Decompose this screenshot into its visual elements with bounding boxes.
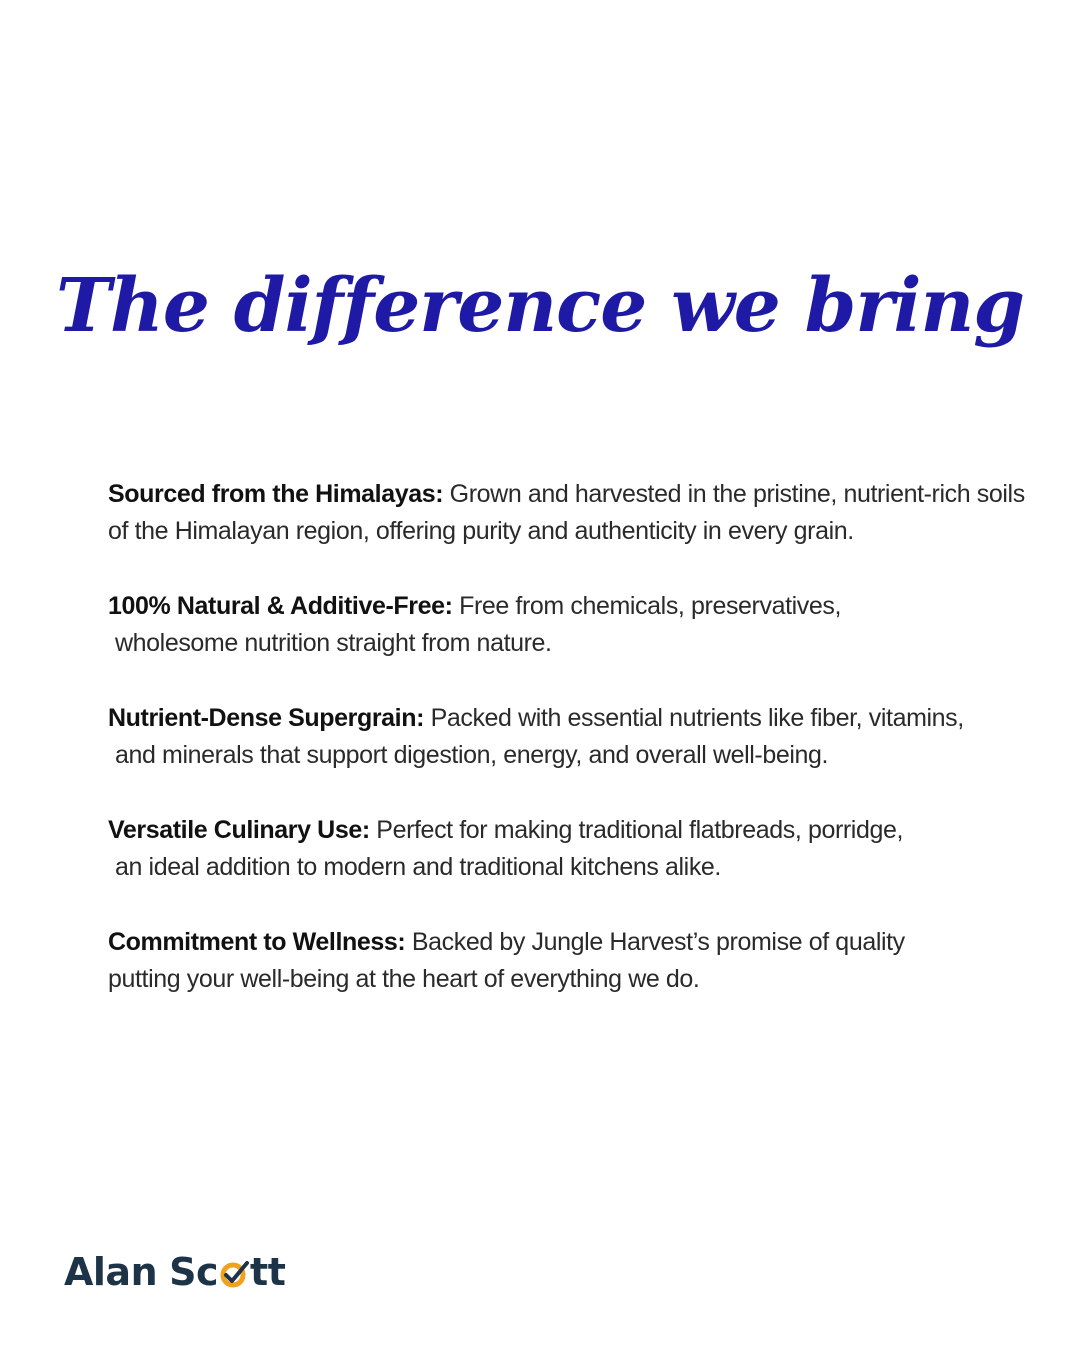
feature-description-continued: and minerals that support digestion, energy, and overall well-being.	[115, 741, 829, 769]
feature-description-continued: of the Himalayan region, offering purity and authenticity in every grain.	[108, 517, 854, 545]
feature-item-culinary	[108, 812, 1008, 886]
logo-word-scott-end: tt	[250, 1250, 286, 1294]
logo-word-scott-start: Sc	[169, 1250, 219, 1294]
logo-word-alan: Alan	[64, 1250, 158, 1294]
feature-item-natural	[108, 588, 1008, 662]
feature-description-continued: putting your well-being at the heart of everything we do.	[108, 965, 700, 993]
feature-label: Commitment to Wellness:	[108, 928, 406, 956]
feature-item-wellness	[108, 924, 1008, 998]
feature-label: Nutrient-Dense Supergrain:	[108, 704, 425, 732]
feature-label: Sourced from the Himalayas:	[108, 480, 444, 508]
checkmark-o-icon	[219, 1253, 249, 1291]
feature-description: Free from chemicals, preservatives,	[452, 592, 842, 620]
feature-description: Grown and harvested in the pristine, nutrient-rich soils	[443, 480, 1025, 508]
feature-label: 100% Natural & Additive-Free:	[108, 592, 453, 620]
feature-description: Packed with essential nutrients like fiber, vitamins,	[424, 704, 964, 732]
feature-description: Backed by Jungle Harvest’s promise of quality	[405, 928, 905, 956]
page-title: The difference we bring	[55, 263, 1024, 349]
feature-item-nutrient	[108, 700, 1008, 774]
feature-description-continued: an ideal addition to modern and traditional kitchens alike.	[115, 853, 721, 881]
feature-item-himalayas	[108, 476, 1025, 550]
feature-description: Perfect for making traditional flatbreads, porridge,	[369, 816, 904, 844]
feature-label: Versatile Culinary Use:	[108, 816, 370, 844]
feature-description-continued: wholesome nutrition straight from nature.	[115, 629, 552, 657]
brand-logo	[64, 1244, 285, 1300]
feature-list	[108, 476, 1025, 1036]
